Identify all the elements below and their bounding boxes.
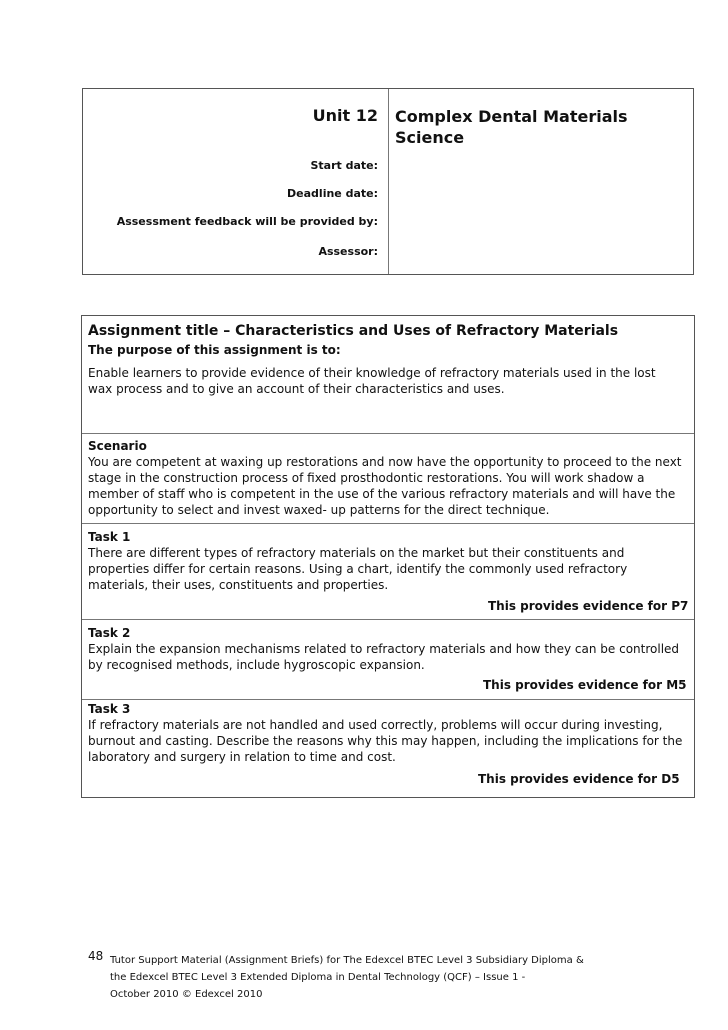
unit-title-line: Science <box>395 128 465 147</box>
task-line: laboratory and surgery in relation to time and cost. <box>88 750 396 764</box>
unit-number: Unit 12 <box>312 106 378 125</box>
task-heading: Task 2 <box>88 626 131 640</box>
feedback-label: Assessment feedback will be provided by: <box>116 215 378 228</box>
assessor-label: Assessor: <box>318 245 378 258</box>
scenario-line: member of staff who is competent in the use of the various refractory materials and will have the <box>88 487 676 501</box>
unit-title-line: Complex Dental Materials <box>395 107 628 126</box>
scenario-line: opportunity to select and invest waxed- up patterns for the direct technique. <box>88 503 550 517</box>
start-date-label: Start date: <box>310 159 378 172</box>
task-heading: Task 3 <box>88 702 131 716</box>
scenario-line: You are competent at waxing up restorations and now have the opportunity to proceed to the next <box>88 455 682 469</box>
task-1-section <box>82 524 694 620</box>
task-line: materials, their uses, constituents and properties. <box>88 578 389 592</box>
evidence-label: This provides evidence for M5 <box>483 678 687 692</box>
scenario-heading: Scenario <box>88 439 147 453</box>
task-heading: Task 1 <box>88 530 131 544</box>
purpose-line: wax process and to give an account of their characteristics and uses. <box>88 382 505 396</box>
purpose-heading: The purpose of this assignment is to: <box>88 343 341 357</box>
assignment-title: Assignment title – Characteristics and Uses of Refractory Materials <box>88 323 619 339</box>
unit-title <box>395 106 675 148</box>
page-footer <box>110 952 584 1003</box>
purpose-section <box>82 316 694 434</box>
task-line: burnout and casting. Describe the reasons why this may happen, including the implications for the <box>88 734 683 748</box>
task-line: properties differ for certain reasons. Using a chart, identify the commonly used refractory <box>88 562 628 576</box>
task-line: There are different types of refractory materials on the market but their constituents and <box>88 546 625 560</box>
evidence-label: This provides evidence for D5 <box>478 772 680 786</box>
unit-header-table <box>82 88 694 275</box>
task-3-section <box>82 700 694 799</box>
column-divider <box>388 89 389 274</box>
scenario-section <box>82 434 694 524</box>
task-line: Explain the expansion mechanisms related to refractory materials and how they can be controlled <box>88 642 680 656</box>
page-number: 48 <box>88 949 104 963</box>
assignment-brief-table <box>81 315 695 798</box>
footer-line: Tutor Support Material (Assignment Briefs) for The Edexcel BTEC Level 3 Subsidiary Diploma & <box>110 955 584 966</box>
footer-line: October 2010 © Edexcel 2010 <box>110 989 263 1000</box>
purpose-line: Enable learners to provide evidence of their knowledge of refractory materials used in the lost <box>88 366 656 380</box>
scenario-line: stage in the construction process of fixed prosthodontic restorations. You will work shadow a <box>88 471 645 485</box>
evidence-label: This provides evidence for P7 <box>488 599 689 613</box>
task-line: by recognised methods, include hygroscopic expansion. <box>88 658 425 672</box>
task-2-section <box>82 620 694 700</box>
task-line: If refractory materials are not handled and used correctly, problems will occur during investing, <box>88 718 663 732</box>
footer-line: the Edexcel BTEC Level 3 Extended Diploma in Dental Technology (QCF) – Issue 1 - <box>110 972 526 983</box>
deadline-date-label: Deadline date: <box>287 187 378 200</box>
